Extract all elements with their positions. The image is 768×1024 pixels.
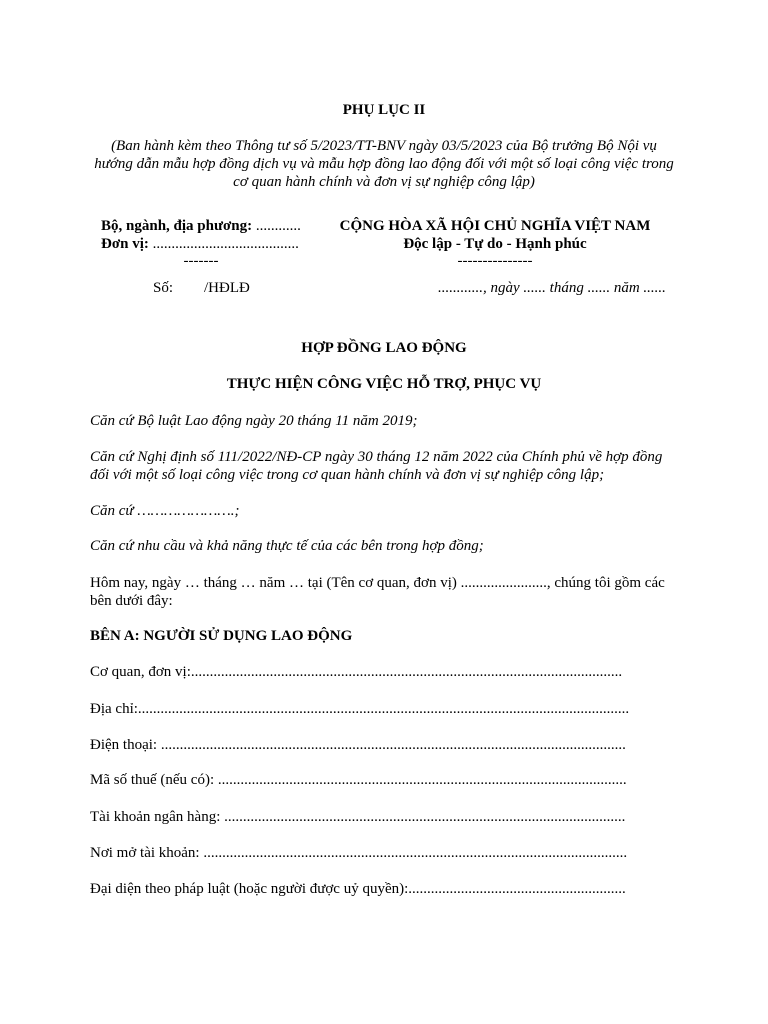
- field-address: Địa chỉ:...................................................................................................................................: [90, 701, 630, 717]
- contract-title: HỢP ĐỒNG LAO ĐỘNG: [301, 340, 467, 356]
- unit-line: [101, 235, 299, 253]
- number-suffix: /HĐLĐ: [204, 280, 250, 296]
- ministry-label: Bộ, ngành, địa phương:: [101, 218, 253, 234]
- intro-line-1: Hôm nay, ngày … tháng … năm … tại (Tên cơ quan, đơn vị) ......................., chúng tôi gồm các: [90, 575, 665, 591]
- number-label: Số:: [153, 280, 174, 296]
- party-a-heading: BÊN A: NGƯỜI SỬ DỤNG LAO ĐỘNG: [90, 628, 353, 644]
- ministry-line: [101, 217, 301, 235]
- left-divider: -------: [183, 253, 219, 269]
- field-tax-code: Mã số thuế (nếu có): .............................................................................................................: [90, 772, 627, 788]
- basis-decree-line-1: Căn cứ Nghị định số 111/2022/NĐ-CP ngày 30 tháng 12 năm 2022 của Chính phủ về hợp đồng: [90, 449, 663, 465]
- appendix-note-line-1: (Ban hành kèm theo Thông tư số 5/2023/TT-BNV ngày 03/5/2023 của Bộ trưởng Bộ Nội vụ: [111, 138, 657, 154]
- basis-needs: Căn cứ nhu cầu và khả năng thực tế của các bên trong hợp đồng;: [90, 538, 484, 554]
- right-divider: ---------------: [457, 253, 533, 269]
- appendix-title: PHỤ LỤC II: [342, 102, 426, 118]
- basis-other: Căn cứ ………………….;: [90, 503, 240, 519]
- field-organization: Cơ quan, đơn vị:...................................................................................................................: [90, 664, 623, 680]
- field-bank-branch: Nơi mở tài khoản: .................................................................................................................: [90, 845, 628, 861]
- basis-labor-code: Căn cứ Bộ luật Lao động ngày 20 tháng 11 năm 2019;: [90, 413, 418, 429]
- appendix-note-line-2: hướng dẫn mẫu hợp đồng dịch vụ và mẫu hợp đồng lao động đối với một số loại công việc trong: [94, 156, 674, 172]
- unit-dots: .......................................: [148, 236, 299, 252]
- field-phone: Điện thoại: ............................................................................................................................: [90, 737, 626, 753]
- ministry-dots: ............: [252, 218, 301, 234]
- unit-label: Đơn vị:: [101, 236, 149, 252]
- contract-subtitle: THỰC HIỆN CÔNG VIỆC HỖ TRỢ, PHỤC VỤ: [226, 376, 542, 392]
- date-line: ............, ngày ...... tháng ...... năm ......: [438, 280, 666, 296]
- appendix-note-line-3: cơ quan hành chính và đơn vị sự nghiệp công lập): [233, 174, 535, 190]
- nation-name: CỘNG HÒA XÃ HỘI CHỦ NGHĨA VIỆT NAM: [339, 218, 651, 234]
- field-legal-representative: Đại diện theo pháp luật (hoặc người được uỷ quyền):..........................................................: [90, 881, 626, 897]
- field-bank-account: Tài khoản ngân hàng: ...........................................................................................................: [90, 809, 626, 825]
- intro-line-2: bên dưới đây:: [90, 593, 173, 609]
- basis-decree-line-2: đối với một số loại công việc trong cơ quan hành chính và đơn vị sự nghiệp công lập;: [90, 467, 605, 483]
- national-motto: Độc lập - Tự do - Hạnh phúc: [403, 236, 587, 252]
